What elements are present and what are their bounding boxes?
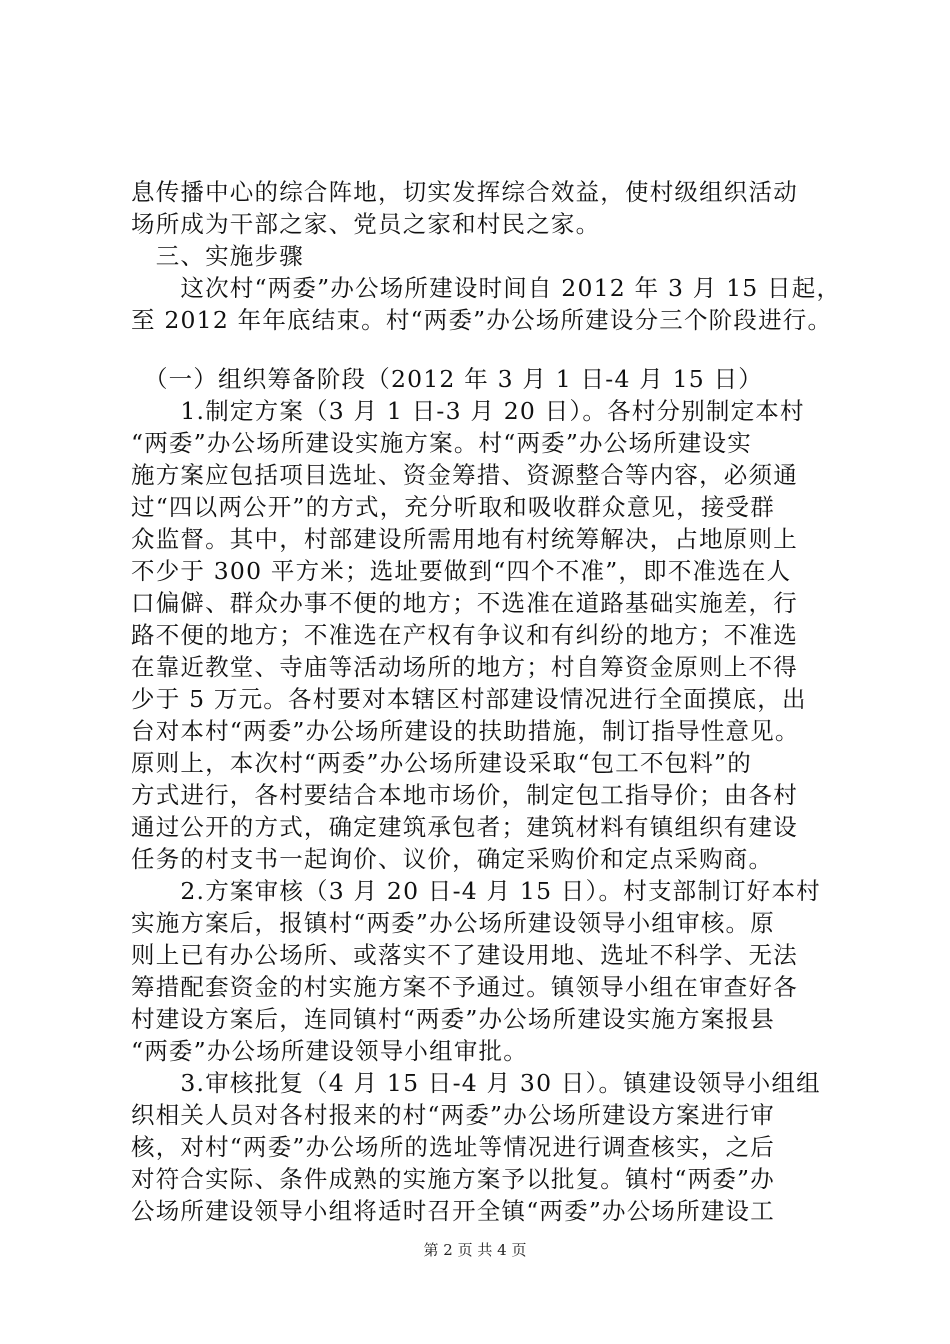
text-line: 三、实施步骤 <box>131 242 304 270</box>
text-line: 任务的村支书一起询价、议价，确定采购价和定点采购商。 <box>131 845 774 873</box>
text-line: “两委”办公场所建设实施方案。村“两委”办公场所建设实 <box>131 429 752 457</box>
page-footer: 第 2 页 共 4 页 <box>423 1241 527 1259</box>
text-line: 不少于 300 平方米；选址要做到“四个不准”，即不准选在人 <box>131 557 792 585</box>
text-line: 众监督。其中，村部建设所需用地有村统筹解决，占地原则上 <box>131 525 798 553</box>
text-line: 通过公开的方式，确定建筑承包者；建筑材料有镇组织有建设 <box>131 813 798 841</box>
text-line: 对符合实际、条件成熟的实施方案予以批复。镇村“两委”办 <box>131 1165 775 1193</box>
text-line: 3.审核批复（4 月 15 日-4 月 30 日）。镇建设领导小组组 <box>131 1069 821 1097</box>
text-line: 在靠近教堂、寺庙等活动场所的地方；村自筹资金原则上不得 <box>131 653 798 681</box>
text-line: 核，对村“两委”办公场所的选址等情况进行调查核实，之后 <box>131 1133 775 1161</box>
text-line: “两委”办公场所建设领导小组审批。 <box>131 1037 528 1065</box>
text-line: 织相关人员对各村报来的村“两委”办公场所建设方案进行审 <box>131 1101 775 1129</box>
text-line: 公场所建设领导小组将适时召开全镇“两委”办公场所建设工 <box>131 1197 775 1225</box>
text-line: 方式进行，各村要结合本地市场价，制定包工指导价；由各村 <box>131 781 798 809</box>
text-line: 村建设方案后，连同镇村“两委”办公场所建设实施方案报县 <box>131 1005 775 1033</box>
text-line: 实施方案后，报镇村“两委”办公场所建设领导小组审核。原 <box>131 909 775 937</box>
text-line: 2.方案审核（3 月 20 日-4 月 15 日）。村支部制订好本村 <box>131 877 821 905</box>
text-line: 这次村“两委”办公场所建设时间自 2012 年 3 月 15 日起， <box>131 274 842 302</box>
text-line: 原则上，本次村“两委”办公场所建设采取“包工不包料”的 <box>131 749 752 777</box>
text-line: 过“四以两公开”的方式，充分听取和吸收群众意见，接受群 <box>131 493 775 521</box>
text-line: 则上已有办公场所、或落实不了建设用地、选址不科学、无法 <box>131 941 798 969</box>
text-line: 路不便的地方；不准选在产权有争议和有纠纷的地方；不准选 <box>131 621 798 649</box>
text-line: 至 2012 年年底结束。村“两委”办公场所建设分三个阶段进行。 <box>131 306 833 334</box>
text-line: （一）组织筹备阶段（2012 年 3 月 1 日-4 月 15 日） <box>131 365 764 393</box>
text-line: 口偏僻、群众办事不便的地方；不选准在道路基础实施差，行 <box>131 589 798 617</box>
text-line: 台对本村“两委”办公场所建设的扶助措施，制订指导性意见。 <box>131 717 800 745</box>
text-line: 少于 5 万元。各村要对本辖区村部建设情况进行全面摸底，出 <box>131 685 807 713</box>
text-line: 施方案应包括项目选址、资金筹措、资源整合等内容，必须通 <box>131 461 798 489</box>
text-line: 息传播中心的综合阵地，切实发挥综合效益，使村级组织活动 <box>131 178 798 206</box>
text-line: 场所成为干部之家、党员之家和村民之家。 <box>131 210 601 238</box>
text-line: 筹措配套资金的村实施方案不予通过。镇领导小组在审查好各 <box>131 973 798 1001</box>
text-line: 1.制定方案（3 月 1 日-3 月 20 日）。各村分别制定本村 <box>131 397 805 425</box>
